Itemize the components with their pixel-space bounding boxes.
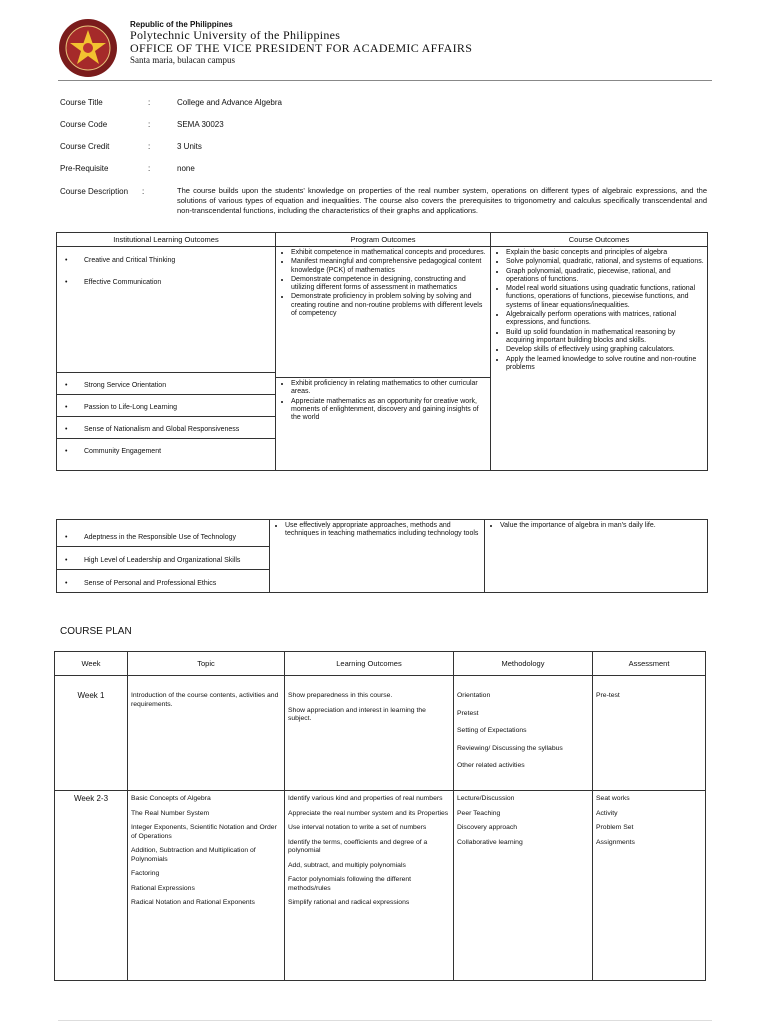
header-divider — [58, 80, 712, 81]
week-cell: Week 1 — [55, 676, 128, 791]
outcomes-cell: Show preparedness in this course. Show appreciation and interest in learning the subject. — [285, 676, 454, 791]
colon: : — [148, 142, 151, 151]
list-item: • Graph polynomial, quadratic, piecewise, rational, and operations of functions. — [506, 268, 704, 285]
program-outcomes-header: Program Outcomes — [276, 233, 491, 247]
list-item: • Appreciate mathematics as an opportunity for creative work, moments of enlightenment, discovery and gaining insights of the world — [291, 398, 487, 423]
learning-outcomes-header: Learning Outcomes — [285, 652, 454, 676]
week-header: Week — [55, 652, 128, 676]
list-item: • Sense of Nationalism and Global Responsiveness — [57, 416, 275, 438]
ilo-block-2 — [57, 372, 275, 460]
list-item: • Apply the learned knowledge to solve routine and non-routine problems — [506, 356, 704, 373]
topic-cell: Introduction of the course contents, activities and requirements. — [128, 676, 285, 791]
outcomes-table-continued — [56, 519, 708, 593]
methodology-cell: Orientation Pretest Setting of Expectations Reviewing/ Discussing the syllabus Other related activities — [454, 676, 593, 791]
week-cell: Week 2-3 — [55, 791, 128, 981]
list-item: • Demonstrate competence in designing, constructing and utilizing different forms of assessment in mathematics — [291, 276, 487, 293]
program-outcomes-cell — [270, 520, 485, 593]
list-item: • Adeptness in the Responsible Use of Technology — [57, 520, 269, 546]
prereq-label: Pre-Requisite — [60, 164, 109, 173]
course-title-value: College and Advance Algebra — [177, 98, 282, 107]
list-item: • Algebraically perform operations with matrices, rational expressions, and functions. — [506, 311, 704, 328]
colon: : — [148, 164, 151, 173]
ilo-cell — [57, 247, 276, 471]
program-outcomes-cell — [276, 247, 491, 471]
list-item: • Exhibit competence in mathematical concepts and procedures. — [291, 249, 487, 257]
list-item: • Solve polynomial, quadratic, rational, and systems of equations. — [506, 258, 704, 266]
republic-line: Republic of the Philippines — [130, 20, 233, 29]
course-description: The course builds upon the students' knowledge on properties of the real number system, operations on different types of algebraic expressions, and the solutions of various types of equation and inequalities. The course also covers the prerequisites to trigonometry and calculus specifically transcendental and non-transcendental functions, including the characteristics of their graphs and applications. — [177, 186, 707, 215]
course-code-value: SEMA 30023 — [177, 120, 224, 129]
course-outcomes-cell — [485, 520, 708, 593]
topic-header: Topic — [128, 652, 285, 676]
colon: : — [148, 120, 151, 129]
assessment-header: Assessment — [593, 652, 706, 676]
list-item: • Passion to Life-Long Learning — [57, 394, 275, 416]
methodology-header: Methodology — [454, 652, 593, 676]
list-item: • Manifest meaningful and comprehensive pedagogical content knowledge (PCK) of mathematics — [291, 258, 487, 275]
topic-cell: Basic Concepts of Algebra The Real Number System Integer Exponents, Scientific Notation and Order of Operations Addition, Subtraction and Multiplication of Polynomials Factoring Rational Expressions Radical Notation and Rational Exponents — [128, 791, 285, 981]
colon: : — [148, 98, 151, 107]
list-item: • Model real world situations using quadratic functions, rational functions, operations of functions, piecewise functions, and systems of linear equations/inequalities. — [506, 285, 704, 310]
letterhead — [58, 18, 718, 78]
list-item: • Community Engagement — [57, 438, 275, 460]
university-seal-logo — [58, 18, 118, 78]
methodology-cell: Lecture/Discussion Peer Teaching Discovery approach Collaborative learning — [454, 791, 593, 981]
list-item: • High Level of Leadership and Organizational Skills — [57, 546, 269, 569]
list-item: • Sense of Personal and Professional Ethics — [57, 569, 269, 592]
table-row — [55, 791, 706, 981]
course-outcomes-cell — [491, 247, 708, 471]
list-item: • Use effectively appropriate approaches, methods and techniques in teaching mathematics including technology tools — [285, 522, 481, 539]
course-title-label: Course Title — [60, 98, 103, 107]
table-row — [55, 676, 706, 791]
assessment-cell: Seat works Activity Problem Set Assignments — [593, 791, 706, 981]
program-block-1 — [276, 247, 490, 377]
assessment-cell: Pre-test — [593, 676, 706, 791]
course-credit-label: Course Credit — [60, 142, 110, 151]
prereq-value: none — [177, 164, 195, 173]
list-item: • Creative and Critical Thinking — [57, 247, 275, 269]
list-item: • Strong Service Orientation — [57, 373, 275, 394]
ilo-cell — [57, 520, 270, 593]
campus-name: Santa maria, bulacan campus — [130, 55, 235, 65]
university-name: Polytechnic University of the Philippines — [130, 28, 341, 42]
course-outcomes-header: Course Outcomes — [491, 233, 708, 247]
list-item: • Explain the basic concepts and principles of algebra — [506, 249, 704, 257]
outcomes-table — [56, 232, 708, 471]
colon: : — [142, 187, 145, 196]
course-plan-title: COURSE PLAN — [60, 626, 132, 637]
course-code-label: Course Code — [60, 120, 108, 129]
program-block-2 — [276, 377, 490, 470]
list-item: • Develop skills of effectively using graphing calculators. — [506, 346, 704, 354]
outcomes-cell: Identify various kind and properties of real numbers Appreciate the real number system and its Properties Use interval notation to write a set of numbers Identify the terms, coefficients and degree of a polynomial Add, subtract, and multiply polynomials Factor polynomials following the different methods/rules Simplify rational and radical expressions — [285, 791, 454, 981]
page-bottom-divider — [58, 1020, 712, 1021]
ilo-block-1 — [57, 247, 275, 372]
list-item: • Exhibit proficiency in relating mathematics to other curricular areas. — [291, 380, 487, 397]
list-item: • Effective Communication — [57, 269, 275, 291]
office-name: OFFICE OF THE VICE PRESIDENT FOR ACADEMIC AFFAIRS — [130, 41, 473, 55]
ilo-header: Institutional Learning Outcomes — [57, 233, 276, 247]
list-item: • Build up solid foundation in mathematical reasoning by acquiring important building blocks and skills. — [506, 329, 704, 346]
list-item: • Value the importance of algebra in man's daily life. — [500, 522, 704, 530]
list-item: • Demonstrate proficiency in problem solving by solving and creating routine and non-routine problems with different levels of competency — [291, 293, 487, 318]
course-plan-table — [54, 651, 706, 981]
course-credit-value: 3 Units — [177, 142, 202, 151]
course-description-label: Course Description — [60, 187, 129, 196]
